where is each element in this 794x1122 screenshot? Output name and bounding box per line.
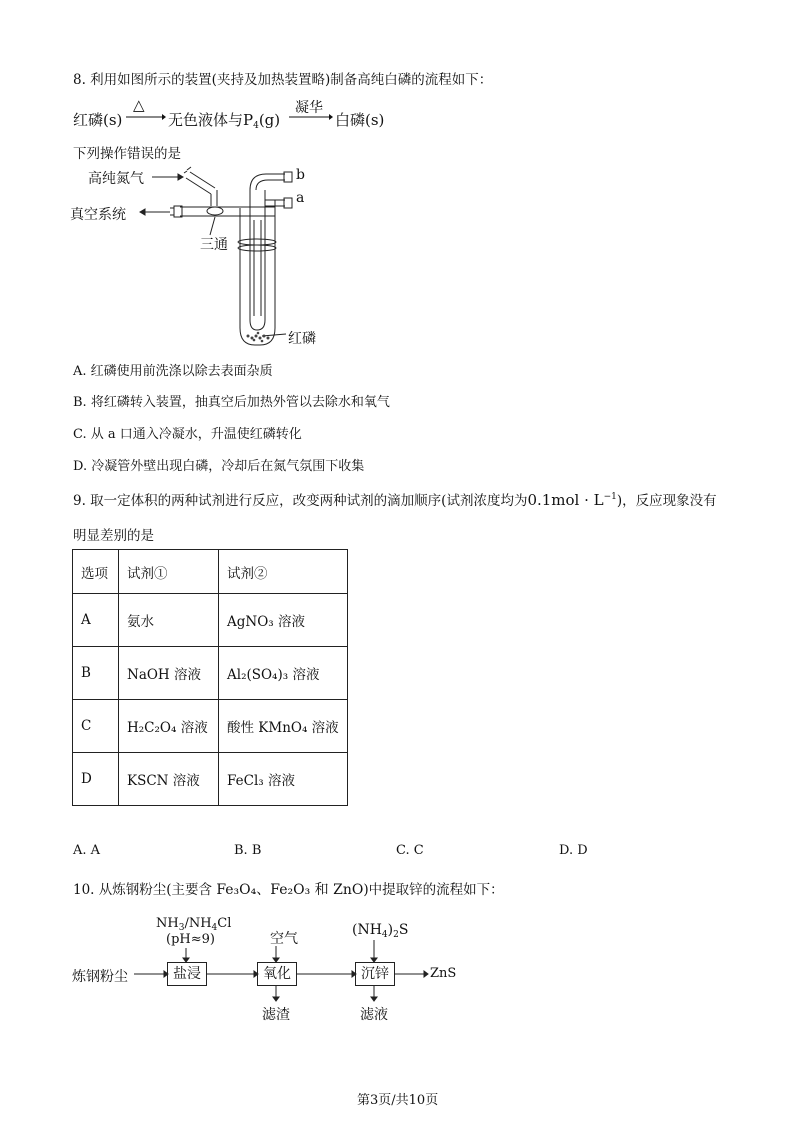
table-cell-option: C <box>73 700 119 753</box>
q9-answer-c: C. C <box>396 843 424 858</box>
label-port-a: a <box>296 190 305 206</box>
arrow-1 <box>126 112 166 122</box>
table-header: 选项 <box>73 550 119 594</box>
reagent-3: $(NH_4)_2S$ <box>352 922 409 940</box>
table-cell-reagent2: AgNO₃ 溶液 <box>219 594 348 647</box>
waste-residue: 滤渣 <box>262 1007 290 1023</box>
arrow-2 <box>289 112 333 122</box>
step-precipitate-zinc: 沉锌 <box>355 962 395 986</box>
table-cell-option: A <box>73 594 119 647</box>
q8-option-a: A. 红磷使用前洗涤以除去表面杂质 <box>73 364 273 379</box>
q8-option-b: B. 将红磷转入装置，抽真空后加热外管以去除水和氧气 <box>73 395 390 410</box>
concentration: $0.1mol \cdot L^{-1}$ <box>527 491 617 509</box>
flow-input: 炼钢粉尘 <box>72 969 128 985</box>
label-gas-in: 高纯氮气 <box>88 171 144 187</box>
table-cell-reagent2: FeCl₃ 溶液 <box>219 753 348 806</box>
table-cell-reagent1: NaOH 溶液 <box>119 647 219 700</box>
table-row <box>73 647 348 700</box>
table-cell-reagent2: 酸性 KMnO₄ 溶液 <box>219 700 348 753</box>
apparatus-drawing <box>70 160 350 360</box>
q9-answer-d: D. D <box>559 843 588 858</box>
heat-condition: △ <box>133 96 145 114</box>
label-red-phosphorus: 红磷 <box>288 331 316 347</box>
flow-product: ZnS <box>430 966 457 981</box>
reagent-table <box>72 549 348 806</box>
table-cell-reagent2: Al₂(SO₄)₃ 溶液 <box>219 647 348 700</box>
flow-start: 红磷(s) <box>73 111 123 129</box>
q8-flow-equation <box>73 96 403 131</box>
flow-end: 白磷(s) <box>335 111 385 129</box>
q9-answer-b: B. B <box>234 843 262 858</box>
reagent-2: 空气 <box>270 931 298 947</box>
q8-stem: 8. 利用如图所示的装置(夹持及加热装置略)制备高纯白磷的流程如下： <box>73 72 493 88</box>
flowchart-arrows <box>72 910 472 1025</box>
q8-option-c: C. 从 a 口通入冷凝水，升温使红磷转化 <box>73 427 302 442</box>
step-oxidize: 氧化 <box>257 962 297 986</box>
condensation-condition: 凝华 <box>295 100 323 116</box>
table-row <box>73 700 348 753</box>
table-cell-option: B <box>73 647 119 700</box>
apparatus-figure <box>70 160 350 360</box>
table-header-row <box>73 550 348 594</box>
label-three-way: 三通 <box>200 237 228 253</box>
step-salt-leach: 盐浸 <box>167 962 207 986</box>
table-header: 试剂② <box>219 550 348 594</box>
q9-answer-a: A. A <box>73 843 101 858</box>
q9-stem-line1: 9. 取一定体积的两种试剂进行反应，改变两种试剂的滴加顺序(试剂浓度均为$0.1mol \cdot L^{-1}$)，反应现象没有 <box>73 491 717 509</box>
label-port-b: b <box>296 167 305 183</box>
q10-stem: 10. 从炼钢粉尘(主要含 Fe₃O₄、Fe₂O₃ 和 ZnO)中提取锌的流程如下： <box>73 882 504 898</box>
waste-filtrate: 滤液 <box>360 1007 388 1023</box>
table-cell-reagent1: 氨水 <box>119 594 219 647</box>
page-footer: 第3页/共10页 <box>357 1093 439 1108</box>
table-header: 试剂① <box>119 550 219 594</box>
zinc-flowchart <box>72 910 472 1025</box>
flow-mid: 无色液体与$P_4(g)$ <box>168 111 281 131</box>
reagent-1: $NH_3/NH_4Cl$ <box>156 916 232 933</box>
table-cell-option: D <box>73 753 119 806</box>
q9-stem-line2: 明显差别的是 <box>73 528 154 544</box>
table-cell-reagent1: KSCN 溶液 <box>119 753 219 806</box>
table-row <box>73 753 348 806</box>
reagent-1-ph: (pH≈9) <box>166 932 215 947</box>
q8-prompt: 下列操作错误的是 <box>73 146 181 162</box>
q8-option-d: D. 冷凝管外壁出现白磷，冷却后在氮气氛围下收集 <box>73 459 365 474</box>
label-vacuum: 真空系统 <box>70 207 126 223</box>
table-row <box>73 594 348 647</box>
table-cell-reagent1: H₂C₂O₄ 溶液 <box>119 700 219 753</box>
